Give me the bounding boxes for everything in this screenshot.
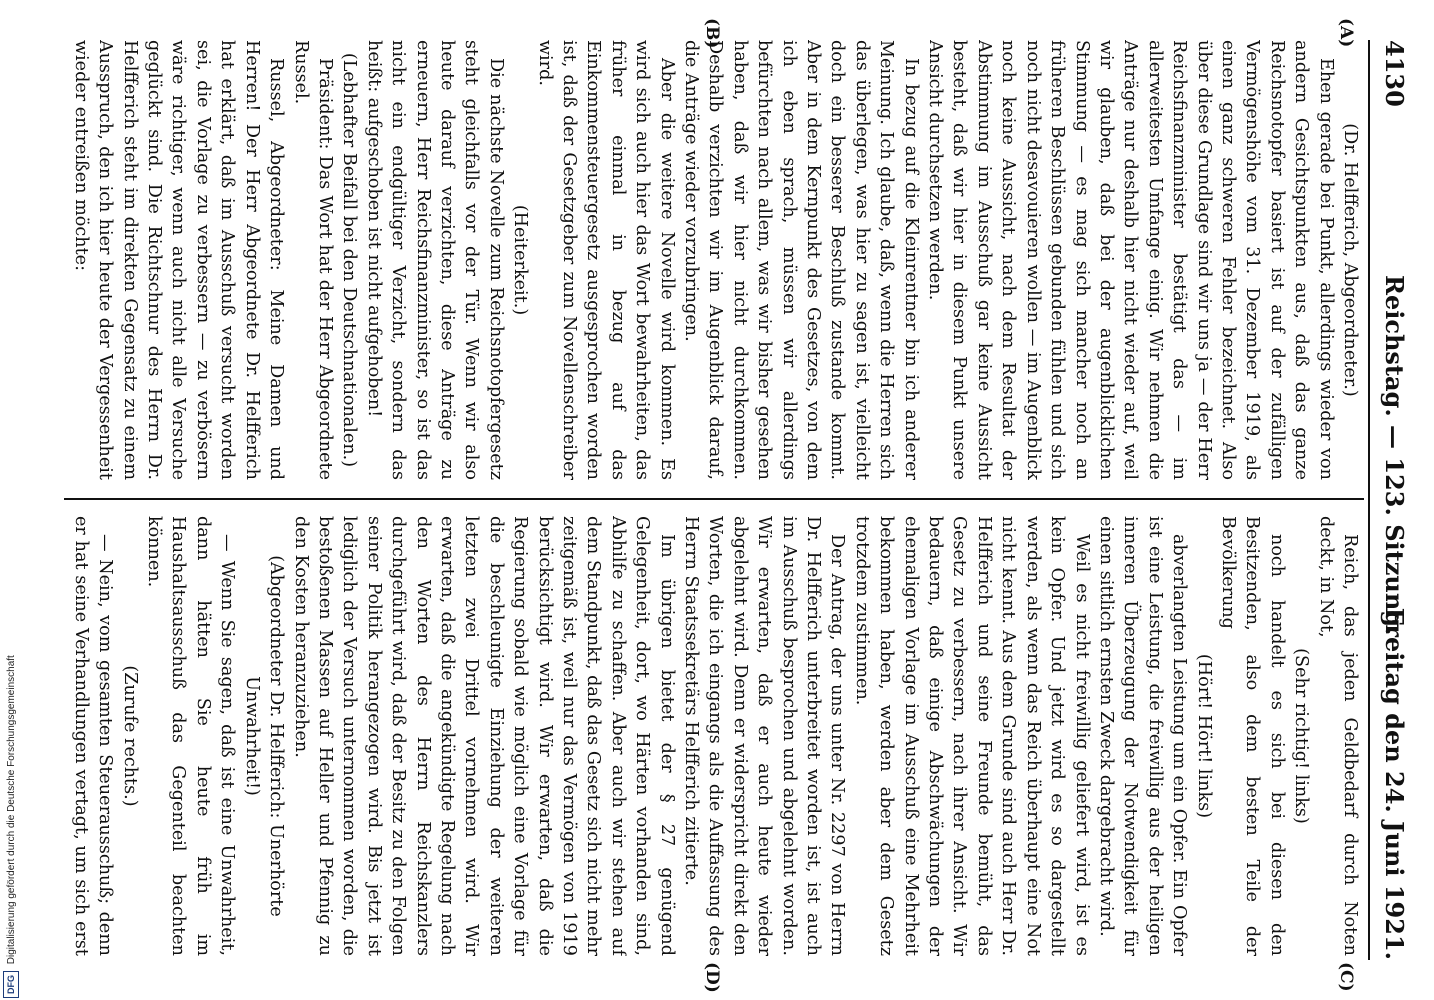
column-divider [64,498,1364,500]
session-title: Reichstag. — 123. Sitzung. [1380,275,1409,636]
margin-mark-d: (D) [702,962,722,993]
paragraph: Russel, Abgeordneter: Meine Damen und Herren! Der Herr Abgeordnete Dr. Helfferich hat erklärt, daß im Ausschuß versucht worden sei, die Vorlage zu verbessern — zu verbösern wäre richtiger, wenn auch nicht alle Versuche geglückt sind. Die Richtschnur des Herrn Dr. Helfferich steht im direkten Gegensatz zu einem Ausspruch, den ich hier heute der Vergessenheit wieder entreißen möchte: [70,40,287,480]
header-rule [1368,40,1370,960]
paragraph: abverlangten Leistung um ein Opfer. Ein Opfer ist eine Leistung, die freiwillig aus der heiligen inneren Überzeugung der Notwendigkeit für einen sittlich ernsten Zweck dargebracht wird. [1095,516,1190,956]
interjection: (Sehr richtig! links) [1291,648,1312,824]
interjection: (Lebhafter Beifall bei den Deutschnationalen.) [339,52,360,468]
paragraph: noch handelt es sich bei diesen den Besitzenden, also dem besten Teile der Bevölkerung [1217,516,1287,956]
paragraph: Weil es nicht freiwillig geliefert wird, ist es kein Opfer. Und jetzt wird es so dargestellt werden, als wenn das Reich überhaupt eine Not nicht kennt. Aus dem Grunde sind auch Herr Dr. Helfferich und seine Freunde bemüht, das Gesetz zu verbessern, nach ihrer Ansicht. Wir bedauern, daß einige Abschwächungen der ehemaligen Vorlage im Ausschuß eine Mehrheit bekommen haben, werden aber dem Gesetz trotzdem zustimmen. [851,516,1092,956]
paragraph: Aber die weitere Novelle wird kommen. Es wird sich auch hier das Wort bewahrheiten, das früher einmal in bezug auf das Einkommensteuergesetz ausgesprochen worden ist, daß der Gesetzgeber zum Novellenschreiber wird. [534,40,677,480]
paragraph: — Wenn Sie sagen, daß ist eine Unwahrheit, dann hätten Sie heute früh im Haushaltsausschuß das Gegenteil beachten können. [144,516,238,956]
margin-mark-a: (A) [1336,18,1356,48]
paragraph: Ehen gerade bei Punkt, allerdings wieder von andern Gesichtspunkten aus, daß das ganze Reichsnotopfer basiert ist auf der zufälligen Vermögenshöhe vom 31. Dezember 1919, als einen ganz schweren Fehler bezeichnet. Also über diese Grundlage sind wir uns ja — der Herr Reichsfinanzminister bestätigt das — im allerweitesten Umfange einig. Wir nehmen die Anträge nur deshalb hier nicht wieder auf, weil wir glauben, daß bei der augenblicklichen Stimmung — es mag sich mancher noch an früheren Beschlüssen gebunden fühlen und sich noch nicht desavouieren wollen — im Augenblick noch keine Aussicht, nach dem Resultat der Abstimmung im Ausschuß gar keine Aussicht besteht, daß wir hier in diesem Punkt unsere Ansicht durchsetzen werden. [925,40,1336,480]
margin-mark-b: (B) [702,18,722,49]
left-text-column [67,40,1362,480]
paragraph: — Nein, vom gesamten Steuerausschuß; denn er hat seine Verhandlungen vertagt, um sich erst [70,516,116,956]
paragraph: Präsident: Das Wort hat der Herr Abgeordnete Russel. [290,40,335,480]
paragraph: Im übrigen bietet der § 27 genügend Gelegenheit, dort, wo Härten vorhanden sind, Abhilfe zu schaffen. Aber auch wir stehen auf dem Standpunkt, daß das Gesetz sich nicht mehr zeitgemäß ist, weil nur das Vermögen von 1919 berücksichtigt wird. Wir erwarten, daß die Regierung sobald wie möglich eine Vorlage für die beschleunigte Einziehung der weiteren letzten zwei Drittel vornehmen wird. Wir erwarten, daß die angekündigte Regelung nach den Worten des Herrn Reichskanzlers durchgeführt wird, daß der Besitz zu den Folgen seiner Politik herangezogen wird. Bis jetzt ist lediglich der Versuch unternommen worden, die bestoßenen Massen auf Heller und Pfennig zu den Kosten heranzuziehen. [290,516,677,956]
interjection: (Abgeordneter Dr. Helfferich: Unerhörte Unwahrheit!) [241,555,287,917]
margin-mark-c: (C) [1336,962,1356,992]
right-text-column [67,516,1362,956]
paragraph: Reich, das jeden Geldbedarf durch Noten deckt, in Not, [1315,516,1360,956]
page-number: 4130 [1380,40,1409,107]
digitization-credit [3,8,17,998]
interjection: (Heiterkeit.) [510,204,531,316]
paragraph: Der Antrag, der uns unter Nr. 2297 von Herrn Dr. Helfferich unterbreitet worden ist, ist auch im Ausschuß besprochen und abgelehnt worden. Wir erwarten, daß er auch heute wieder abgelehnt wird. Denn er widerspricht direkt den Worten, die ich eingangs als die Auffassung des Herrn Staatssekretärs Helfferich zitierte. [681,516,848,956]
paragraph: In bezug auf die Kleinrentner bin ich anderer Meinung. Ich glaube, daß, wenn die Herren sich das überlegen, was hier zu sagen ist, vielleicht doch ein besserer Beschluß zustande kommt. Aber in dem Kernpunkt des Gesetzes, von dem ich eben sprach, müssen wir allerdings befürchten nach allem, was wir bisher gesehen haben, daß wir hier nicht durchkommen. Deshalb verzichten wir im Augenblick darauf, die Anträge wieder vorzubringen. [681,40,921,480]
interjection: (Zurufe rechts.) [119,665,140,807]
interjection: (Dr. Helfferich, Abgeordneter.) [1340,123,1360,397]
dfg-logo: DFG [3,971,19,998]
credit-text: Digitalisierung gefördert durch die Deutsche Forschungsgemeinschaft [6,655,17,965]
paragraph: Die nächste Novelle zum Reichsnotopfergesetz steht gleichfalls vor der Tür. Wenn wir also heute darauf verzichten, diese Anträge zu erneuern, Herr Reichsfinanzminister, so ist das nicht ein endgültiger Verzicht, sondern das heißt: aufgeschoben ist nicht aufgehoben! [363,40,506,480]
session-date: Freitag den 24. Juni 1921. [1380,607,1409,960]
running-header [1372,40,1416,960]
interjection: (Hört! Hört! links) [1193,653,1214,819]
